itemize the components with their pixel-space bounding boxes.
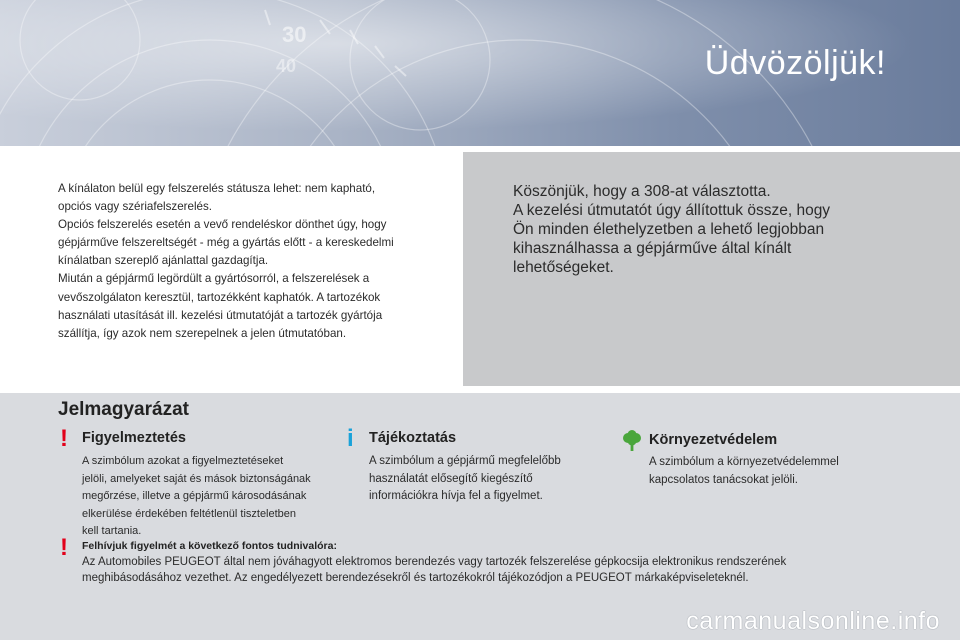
legend-title: Jelmagyarázat — [58, 399, 189, 420]
thanks-line: lehetőségeket. — [513, 259, 614, 276]
note-warning-icon: ! — [60, 534, 68, 561]
environment-line: A szimbólum a környezetvédelemmel — [649, 456, 839, 468]
thanks-text — [513, 182, 863, 277]
note-title: Felhívjuk figyelmét a következő fontos tudnivalóra: — [82, 540, 337, 552]
warning-icon: ! — [60, 425, 68, 452]
intro-line: Miután a gépjármű legördült a gyártósorról, a felszerelések a — [58, 272, 370, 286]
note-line: meghibásodásához vezethet. Az engedélyezett berendezésekről és tartozékokról tájékozódjon a PEUGEOT márkaképviseleteknél. — [82, 571, 749, 584]
thanks-line: kihasználhassa a gépjárműve által kínált — [513, 240, 792, 257]
info-icon: i — [347, 425, 354, 452]
warning-line: elkerülése érdekében feltétlenül tiszteletben — [82, 507, 297, 520]
warning-line: A szimbólum azokat a figyelmeztetéseket — [82, 455, 284, 467]
page-title: Üdvözöljük! — [704, 44, 886, 82]
watermark: carmanualsonline.info — [686, 607, 940, 635]
intro-line: gépjárműve felszereltségét - még a gyártás előtt - a kereskedelmi — [58, 236, 394, 250]
environment-line: kapcsolatos tanácsokat jelöli. — [649, 473, 798, 486]
environment-description — [649, 454, 899, 489]
intro-line: kínálatban szereplő ajánlattal gazdagítja. — [58, 254, 269, 268]
info-line: használatát elősegítő kiegészítő — [369, 472, 533, 485]
warning-line: kell tartania. — [82, 525, 142, 537]
thanks-line: Köszönjük, hogy a 308-at választotta. — [513, 183, 771, 200]
intro-line: szállítja, így azok nem szerepelnek a jelen útmutatóban. — [58, 326, 347, 340]
info-line: A szimbólum a gépjármű megfelelőbb — [369, 455, 561, 467]
intro-line: A kínálaton belül egy felszerelés státusza lehet: nem kapható, — [58, 182, 376, 195]
legend-section — [0, 393, 960, 640]
thanks-line: Ön minden élethelyzetben a lehető legjobban — [513, 221, 825, 238]
environment-title: Környezetvédelem — [649, 432, 778, 448]
info-title: Tájékoztatás — [369, 430, 457, 446]
note-description — [82, 555, 862, 586]
dial-number-40: 40 — [276, 56, 297, 76]
tree-icon — [622, 430, 642, 452]
dial-number-30: 30 — [282, 22, 307, 47]
info-description — [369, 453, 609, 506]
intro-line: vevőszolgálaton keresztül, tartozékként kaphatók. A tartozékok — [58, 290, 381, 304]
info-line: információkra hívja fel a figyelmet. — [369, 490, 543, 502]
warning-description — [82, 453, 332, 541]
warning-line: jelöli, amelyeket saját és mások biztonságának — [82, 472, 311, 485]
intro-line: használati utasítását ill. kezelési útmutatóját a tartozék gyártója — [58, 308, 383, 322]
thanks-line: A kezelési útmutatót úgy állítottuk össze, hogy — [513, 202, 831, 219]
warning-title: Figyelmeztetés — [82, 430, 186, 446]
warning-line: megőrzése, illetve a gépjármű károsodásának — [82, 490, 307, 502]
thanks-box — [463, 152, 960, 386]
header-banner — [0, 0, 960, 146]
intro-text — [58, 180, 438, 343]
intro-line: Opciós felszerelés esetén a vevő rendeléskor dönthet úgy, hogy — [58, 218, 387, 232]
note-line: Az Automobiles PEUGEOT által nem jóváhagyott elektromos berendezés vagy tartozék felszerelése gépkocsija elektronikus rendszerének — [82, 556, 787, 568]
intro-line: opciós vagy szériafelszerelés. — [58, 200, 213, 214]
